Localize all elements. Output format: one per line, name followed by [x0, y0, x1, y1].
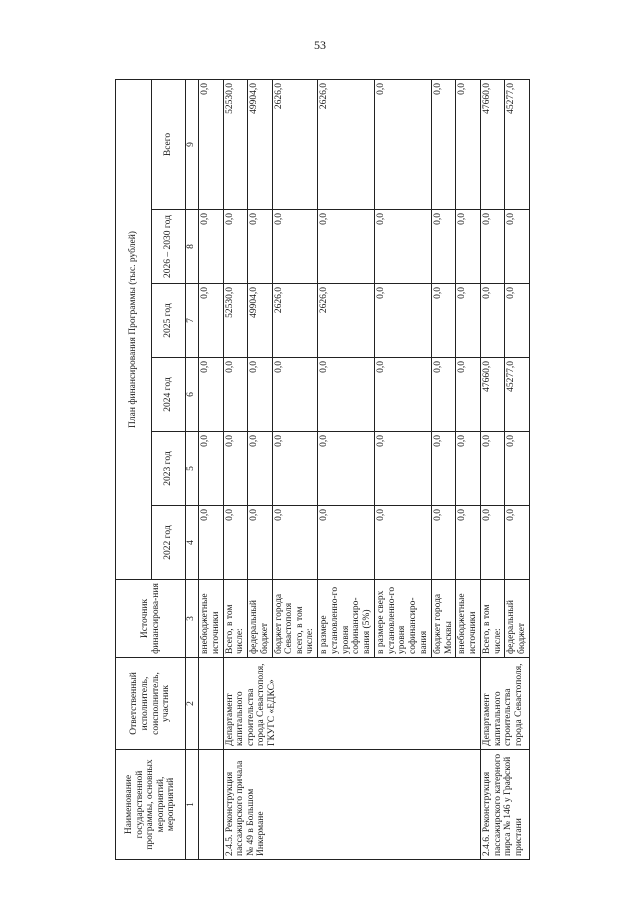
row-responsible: Департамент капитального строительства города Севастополя, ГКУГС «ЕДКС»	[223, 658, 480, 750]
value-2024: 0,0	[375, 358, 432, 432]
value-2022: 0,0	[375, 506, 432, 580]
index-cell: 9	[186, 79, 199, 209]
row-name: 2.4.6. Реконструкция пассажирского катерного пирса № 146 у Графской пристани	[480, 750, 529, 860]
rotated-table-container	[115, 80, 530, 860]
value-2024: 47660,0	[480, 358, 505, 432]
value-2026-2030: 0,0	[375, 210, 432, 284]
row-source: Всего, в том числе:	[223, 580, 248, 658]
header-source: Источник финансирова-ния	[116, 580, 186, 658]
value-2022: 0,0	[272, 506, 318, 580]
row-source: федеральный бюджет	[505, 580, 530, 658]
value-2025: 52530,0	[223, 284, 248, 358]
value-2025: 0,0	[199, 284, 224, 358]
index-cell: 7	[186, 284, 199, 358]
value-total: 0,0	[199, 79, 224, 209]
index-cell: 5	[186, 432, 199, 506]
value-2025: 0,0	[431, 284, 456, 358]
row-source: внебюджетные источники	[456, 580, 481, 658]
value-total: 47660,0	[480, 79, 505, 209]
value-2022: 0,0	[505, 506, 530, 580]
value-2026-2030: 0,0	[318, 210, 375, 284]
value-2023: 0,0	[431, 432, 456, 506]
row-source: бюджет города Москвы	[431, 580, 456, 658]
value-2022: 0,0	[456, 506, 481, 580]
header-plan: План финансирования Программы (тыс. рублей)	[116, 79, 152, 579]
value-2023: 0,0	[199, 432, 224, 506]
row-responsible: Департамент капитального строительства города Севастополя,	[480, 658, 529, 750]
value-2026-2030: 0,0	[272, 210, 318, 284]
value-2026-2030: 0,0	[505, 210, 530, 284]
value-2022: 0,0	[318, 506, 375, 580]
value-2024: 0,0	[199, 358, 224, 432]
value-total: 49904,0	[248, 79, 273, 209]
row-source: Всего, в том числе:	[480, 580, 505, 658]
index-cell: 1	[186, 750, 199, 860]
value-2023: 0,0	[272, 432, 318, 506]
page-number: 53	[314, 38, 326, 52]
value-total: 2626,0	[318, 79, 375, 209]
header-responsible: Ответственный исполнитель, соисполнитель, участник	[116, 658, 186, 750]
value-2025: 0,0	[480, 284, 505, 358]
value-2024: 0,0	[272, 358, 318, 432]
value-2026-2030: 0,0	[431, 210, 456, 284]
row-name	[199, 750, 224, 860]
value-2022: 0,0	[199, 506, 224, 580]
value-2026-2030: 0,0	[456, 210, 481, 284]
index-cell: 2	[186, 658, 199, 750]
value-2025: 0,0	[375, 284, 432, 358]
value-2024: 0,0	[223, 358, 248, 432]
index-cell: 3	[186, 580, 199, 658]
header-year-2026-2030: 2026 – 2030 год	[152, 210, 186, 284]
row-source: бюджет города Севастополя всего, в том числе:	[272, 580, 318, 658]
value-2024: 0,0	[431, 358, 456, 432]
value-2023: 0,0	[456, 432, 481, 506]
value-2025: 2626,0	[272, 284, 318, 358]
value-2025: 49904,0	[248, 284, 273, 358]
table-row	[223, 79, 248, 859]
value-2026-2030: 0,0	[480, 210, 505, 284]
row-source: в размере сверх установленно-го уровня софинансиро-вания	[375, 580, 432, 658]
table-row	[480, 79, 505, 859]
value-total: 0,0	[456, 79, 481, 209]
value-2022: 0,0	[480, 506, 505, 580]
value-2024: 0,0	[318, 358, 375, 432]
header-name: Наименование государственной программы, основных мероприятий, мероприятий	[116, 750, 186, 860]
row-name: 2.4.5. Реконструкция пассажирского причала № 49 в Большом Инкермане	[223, 750, 480, 860]
header-year-2024: 2024 год	[152, 358, 186, 432]
row-source: федеральный бюджет	[248, 580, 273, 658]
index-cell: 8	[186, 210, 199, 284]
value-total: 52530,0	[223, 79, 248, 209]
value-2025: 0,0	[456, 284, 481, 358]
value-2023: 0,0	[318, 432, 375, 506]
header-year-2022: 2022 год	[152, 506, 186, 580]
value-2023: 0,0	[223, 432, 248, 506]
row-source: внебюджетные источники	[199, 580, 224, 658]
value-total: 2626,0	[272, 79, 318, 209]
value-2025: 2626,0	[318, 284, 375, 358]
value-2022: 0,0	[431, 506, 456, 580]
value-2023: 0,0	[248, 432, 273, 506]
header-year-2023: 2023 год	[152, 432, 186, 506]
value-2025: 0,0	[505, 284, 530, 358]
header-year-2025: 2025 год	[152, 284, 186, 358]
value-total: 0,0	[375, 79, 432, 209]
value-2022: 0,0	[248, 506, 273, 580]
value-2026-2030: 0,0	[199, 210, 224, 284]
value-2024: 45277,0	[505, 358, 530, 432]
row-responsible	[199, 658, 224, 750]
value-total: 0,0	[431, 79, 456, 209]
value-2026-2030: 0,0	[248, 210, 273, 284]
value-2022: 0,0	[223, 506, 248, 580]
row-source: в размере установленно-го уровня софинансиро-вания (5%)	[318, 580, 375, 658]
value-total: 45277,0	[505, 79, 530, 209]
value-2024: 0,0	[456, 358, 481, 432]
value-2023: 0,0	[375, 432, 432, 506]
index-cell: 6	[186, 358, 199, 432]
financing-table	[115, 79, 530, 860]
index-cell: 4	[186, 506, 199, 580]
header-total: Всего	[152, 79, 186, 209]
value-2023: 0,0	[505, 432, 530, 506]
value-2024: 0,0	[248, 358, 273, 432]
value-2023: 0,0	[480, 432, 505, 506]
value-2026-2030: 0,0	[223, 210, 248, 284]
table-row	[199, 79, 224, 859]
